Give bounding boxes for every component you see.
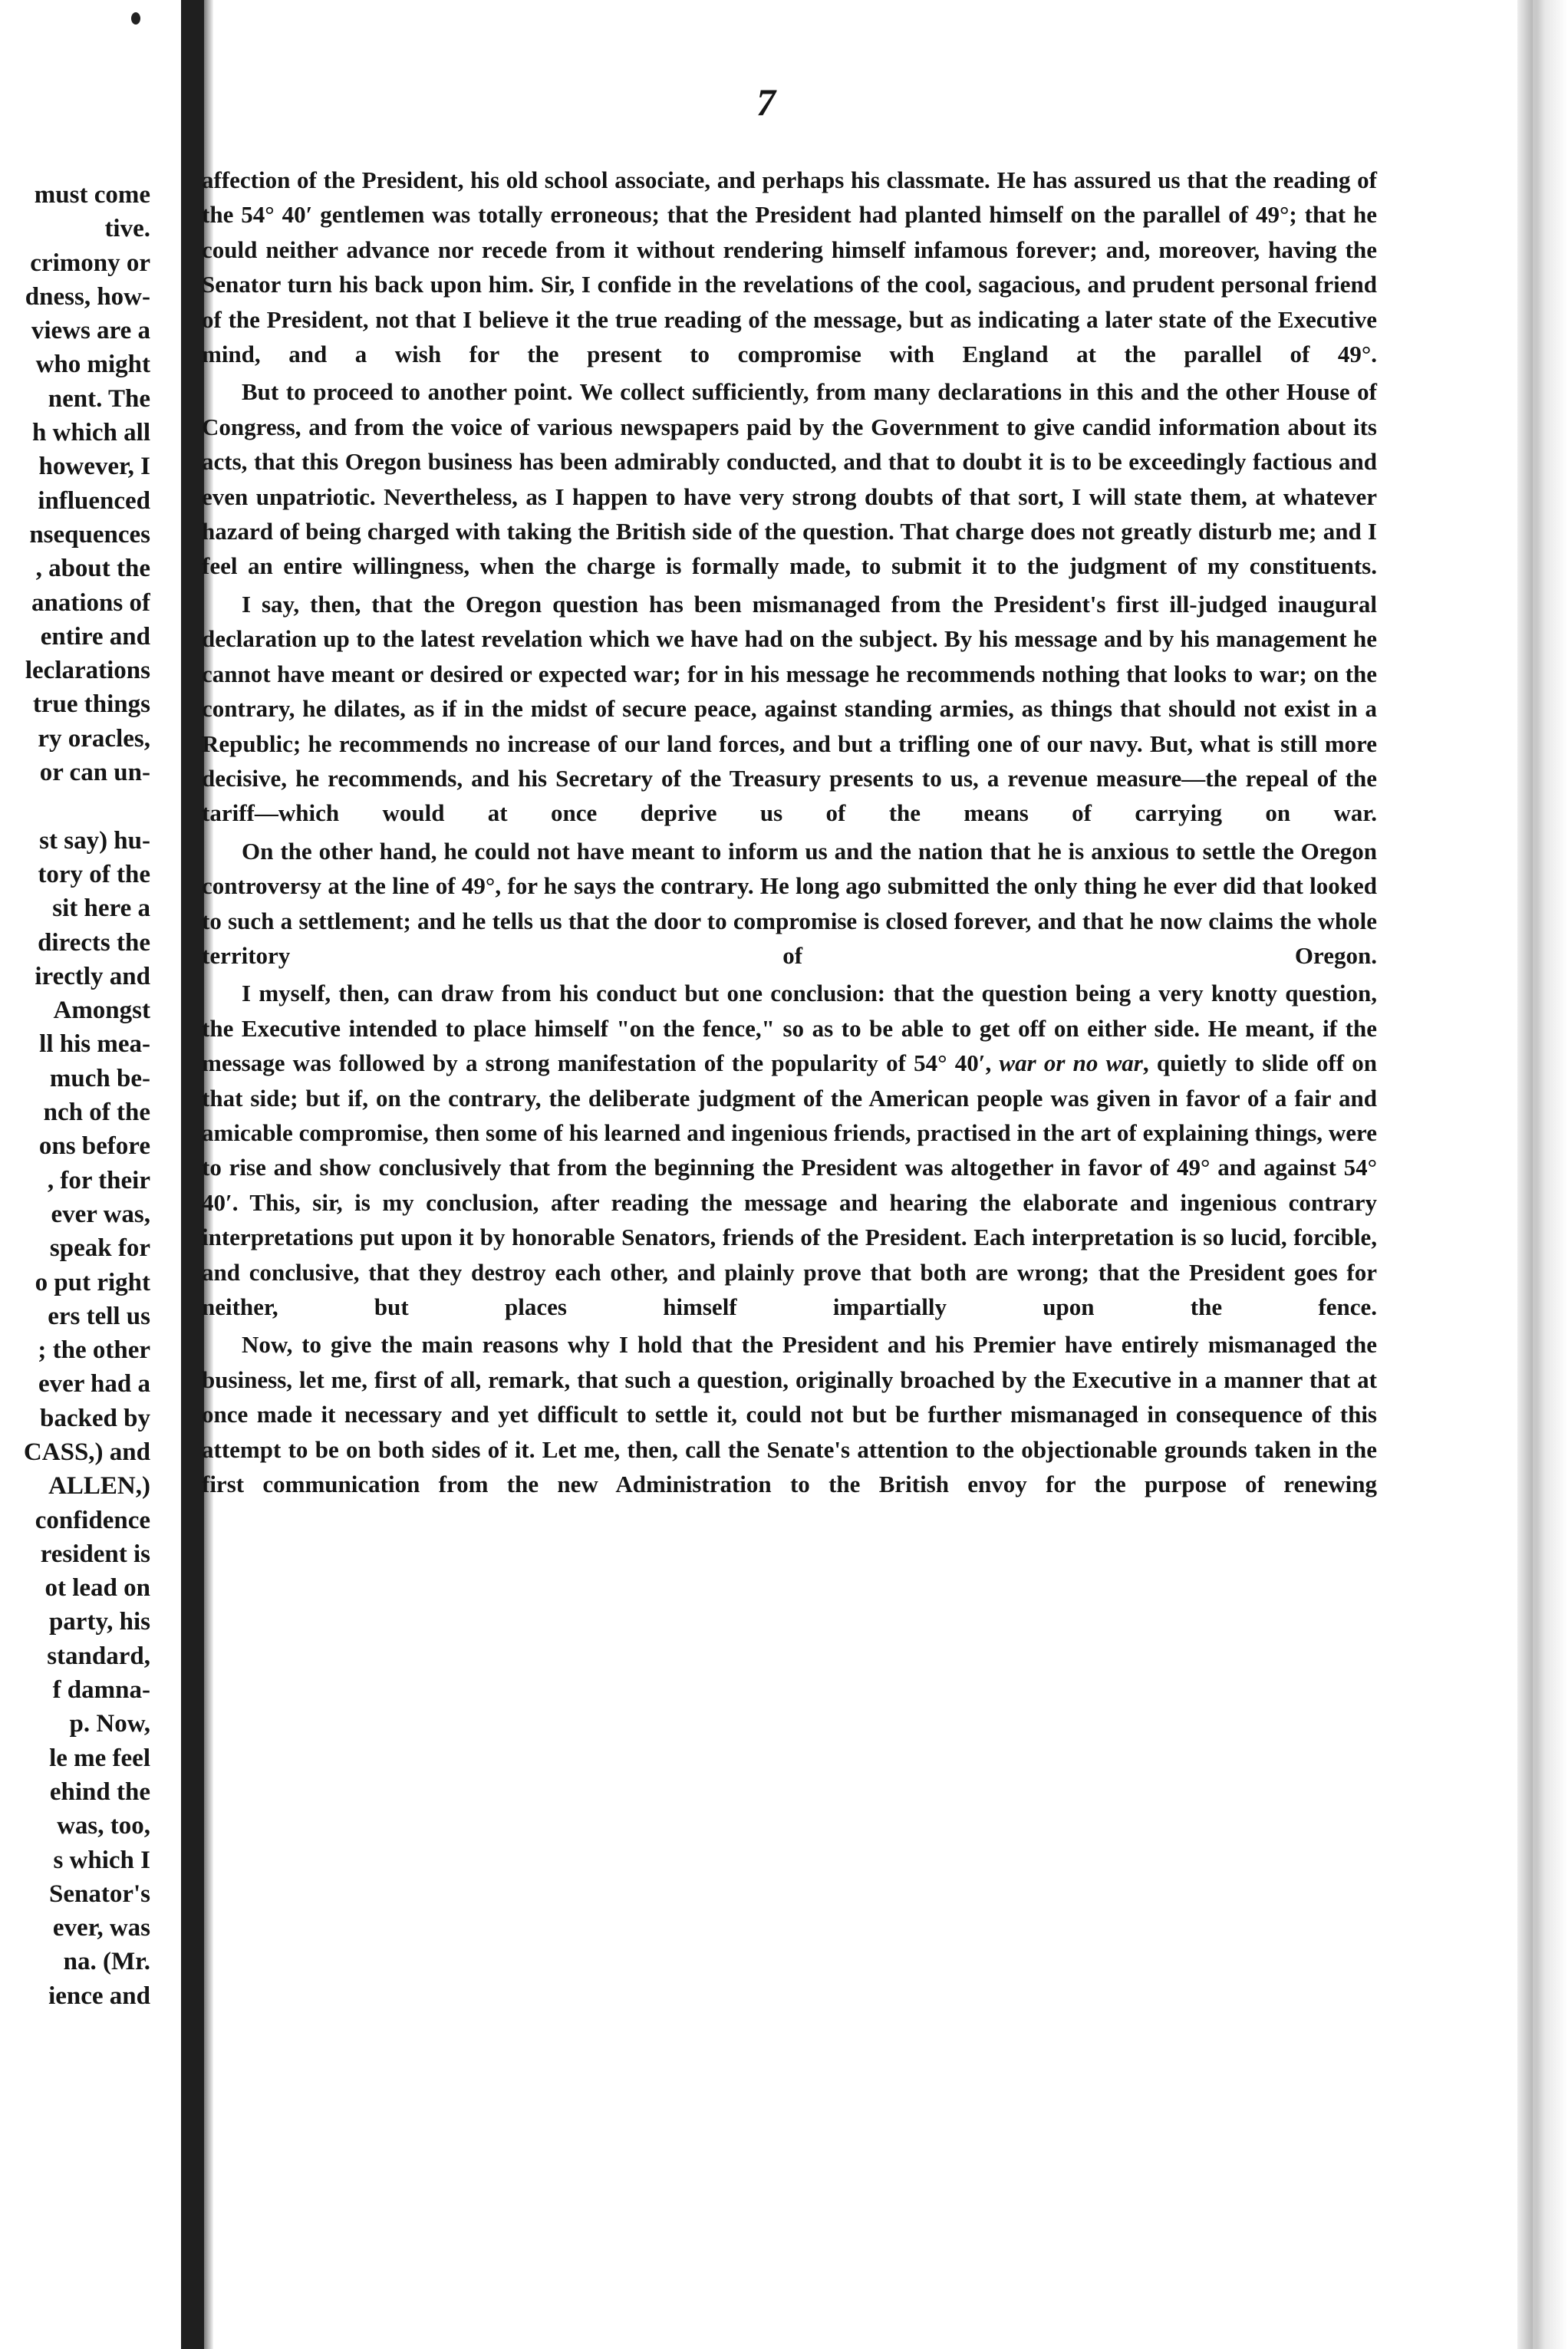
facing-page-line: , about the xyxy=(35,555,150,583)
facing-page-line: h which all xyxy=(31,419,150,447)
paragraph-continuation: affection of the President, his old school associate, and perhaps his classmate. He has assured us that the reading of the 54° 40′ gentlemen was totally erroneous; that the President had planted himself on the parallel of 49°; that he could neither advance nor recede from it without rendering himself infamous forever; and, moreover, having the Senator turn his back upon him. Sir, I confide in the revelations of the cool, sagacious, and prudent personal friend of the President, not that I believe it the true reading of the message, but as indicating a later state of the Executive mind, and a wish for the present to compromise with England at the parallel of 49°. xyxy=(202,166,1377,368)
facing-page-line: na. (Mr. xyxy=(63,1948,150,1976)
facing-page-line: o put right xyxy=(35,1268,150,1296)
facing-page-line: s which I xyxy=(53,1846,150,1874)
facing-page-line: sit here a xyxy=(52,894,150,923)
paragraph xyxy=(202,976,1377,1324)
paragraph-text: , quietly to slide off on that side; but if, on the contrary, the deliberate judgment of the American people was given in favor of a fair and amicable compromise, then some of his learned and ingenious friends, practised in the art of explaining things, were to rise and show conclusively that from the beginning the President was altogether in favor of 49° and against 54° 40′. This, sir, is my conclusion, after reading the message and hearing the elaborate and ingenious contrary interpretations put upon it by honorable Senators, friends of the President. Each interpretation is so lucid, forcible, and conclusive, that they destroy each other, and plainly prove that both are wrong; that the President goes for neither, but places himself impartially upon the fence. xyxy=(202,1049,1377,1320)
facing-page-line: f damna- xyxy=(52,1676,150,1705)
facing-page-line: le me feel xyxy=(49,1744,150,1772)
paragraph: On the other hand, he could not have meant to inform us and the nation that he is anxious to settle the Oregon controversy at the line of 49°, for he says the contrary. He long ago submitted the only thing he ever did that looked to such a settlement; and he tells us that the door to compromise is closed forever, and that he now claims the whole territory of Oregon. xyxy=(202,837,1377,969)
facing-page-line: ever was, xyxy=(51,1200,150,1228)
facing-page-line: standard, xyxy=(47,1642,150,1670)
ink-dot-mark xyxy=(131,12,140,25)
facing-page-line xyxy=(0,789,150,823)
facing-page-line: ience and xyxy=(48,1982,150,2010)
facing-page-line: must come xyxy=(34,181,150,209)
facing-page-line: anations of xyxy=(31,588,150,617)
facing-page-line: CASS,) and xyxy=(23,1438,150,1466)
facing-page-line: ll his mea- xyxy=(39,1030,150,1059)
facing-page-line: backed by xyxy=(40,1404,150,1432)
facing-page-line: , for their xyxy=(47,1166,150,1194)
facing-page-line: however, I xyxy=(38,453,150,481)
page-edge-shadow xyxy=(1517,0,1568,2349)
page-edge-crease xyxy=(1533,0,1537,2349)
facing-page-line: views are a xyxy=(31,317,150,345)
facing-page-line: party, his xyxy=(48,1608,150,1636)
facing-page-line: ers tell us xyxy=(48,1302,150,1330)
facing-page-line: ; the other xyxy=(38,1336,150,1365)
facing-page-line: Senator's xyxy=(49,1880,150,1908)
facing-page-line: ons before xyxy=(38,1132,150,1161)
facing-page-line: ever, was xyxy=(52,1914,150,1942)
facing-page-line: crimony or xyxy=(30,249,150,277)
facing-page-line: speak for xyxy=(49,1234,150,1263)
facing-page-line: Amongst xyxy=(53,997,150,1025)
binding-gutter-shadow xyxy=(181,0,204,2349)
paragraph: I say, then, that the Oregon question has been mismanaged from the President's first ill-judged inaugural declaration up to the latest revelation which we have had on the subject. By his message and by his management he cannot have meant or desired or expected war; for in his message he recommends nothing that looks to war; on the contrary, he dilates, as if in the midst of secure peace, against standing armies, as things that should not exist in a Republic; he recommends no increase of our land forces, and but a trifling one of our navy. But, what is still more decisive, he recommends, and his Secretary of the Treasury presents to us, a revenue measure—the repeal of the tariff—which would at once deprive us of the means of carrying on war. xyxy=(202,590,1377,827)
body-text-column xyxy=(202,163,1377,1501)
facing-page-line: ever had a xyxy=(38,1370,150,1399)
facing-page-line: nsequences xyxy=(29,520,150,549)
facing-page-line: dness, how- xyxy=(25,282,150,311)
paragraph-continued-next-page: Now, to give the main reasons why I hold that the President and his Premier have entirely mismanaged the business, let me, first of all, remark, that such a question, originally broached by the Executive in a manner that at once made it necessary and yet difficult to settle it, could not but be further mismanaged in consequence of this attempt to be on both sides of it. Let me, then, call the Senate's attention to the objectionable grounds taken in the first communication from the new Administration to the British envoy for the purpose of renewing xyxy=(202,1331,1377,1498)
italic-phrase: war or no war xyxy=(999,1049,1143,1077)
facing-page-line: ALLEN,) xyxy=(48,1472,150,1501)
facing-page-line: ry oracles, xyxy=(38,724,150,753)
facing-page-line: st say) hu- xyxy=(39,826,150,855)
paragraph: But to proceed to another point. We collect sufficiently, from many declarations in this and the other House of Congress, and from the voice of various newspapers paid by the Government to give candid information about its acts, that this Oregon business has been admirably conducted, and that to doubt it is to be exceedingly factious and even unpatriotic. Nevertheless, as I happen to have very strong doubts of that sort, I will state them, at whatever hazard of being charged with taking the British side of the question. That charge does not greatly disturb me; and I feel an entire willingness, when the charge is formally made, to submit it to the judgment of my constituents. xyxy=(202,378,1377,580)
facing-page-line: influenced xyxy=(38,486,150,515)
facing-page-line: irectly and xyxy=(35,962,150,990)
facing-page-line: tive. xyxy=(104,215,150,243)
facing-page-fragment xyxy=(0,178,150,2013)
facing-page-line: nch of the xyxy=(43,1099,150,1127)
facing-page-line: was, too, xyxy=(57,1812,150,1840)
facing-page-line: true things xyxy=(32,690,150,719)
facing-page-line: confidence xyxy=(35,1506,150,1534)
facing-page-line: or can un- xyxy=(39,759,150,787)
facing-page-line: tory of the xyxy=(38,860,150,888)
facing-page-line: entire and xyxy=(40,622,150,651)
facing-page-line: directs the xyxy=(38,928,150,957)
facing-page-line: who might xyxy=(35,351,150,379)
facing-page-line: much be- xyxy=(49,1064,150,1092)
paragraph-text: I myself, then, can draw from his conduct but one conclusion: that the question being a very knotty question, the Executive intended to place himself "on the fence," so as to be able to get off on either side. He meant, if the message was followed by a strong manifestation of the popularity of 54° 40′, xyxy=(202,980,1377,1077)
facing-page-line: ot lead on xyxy=(44,1574,150,1603)
facing-page-line: p. Now, xyxy=(69,1710,150,1738)
facing-page-line: resident is xyxy=(40,1540,150,1568)
facing-page-line: nent. The xyxy=(48,384,150,413)
facing-page-line: leclarations xyxy=(25,657,150,685)
facing-page-line: ehind the xyxy=(49,1777,150,1806)
page-number: 7 xyxy=(756,81,776,124)
